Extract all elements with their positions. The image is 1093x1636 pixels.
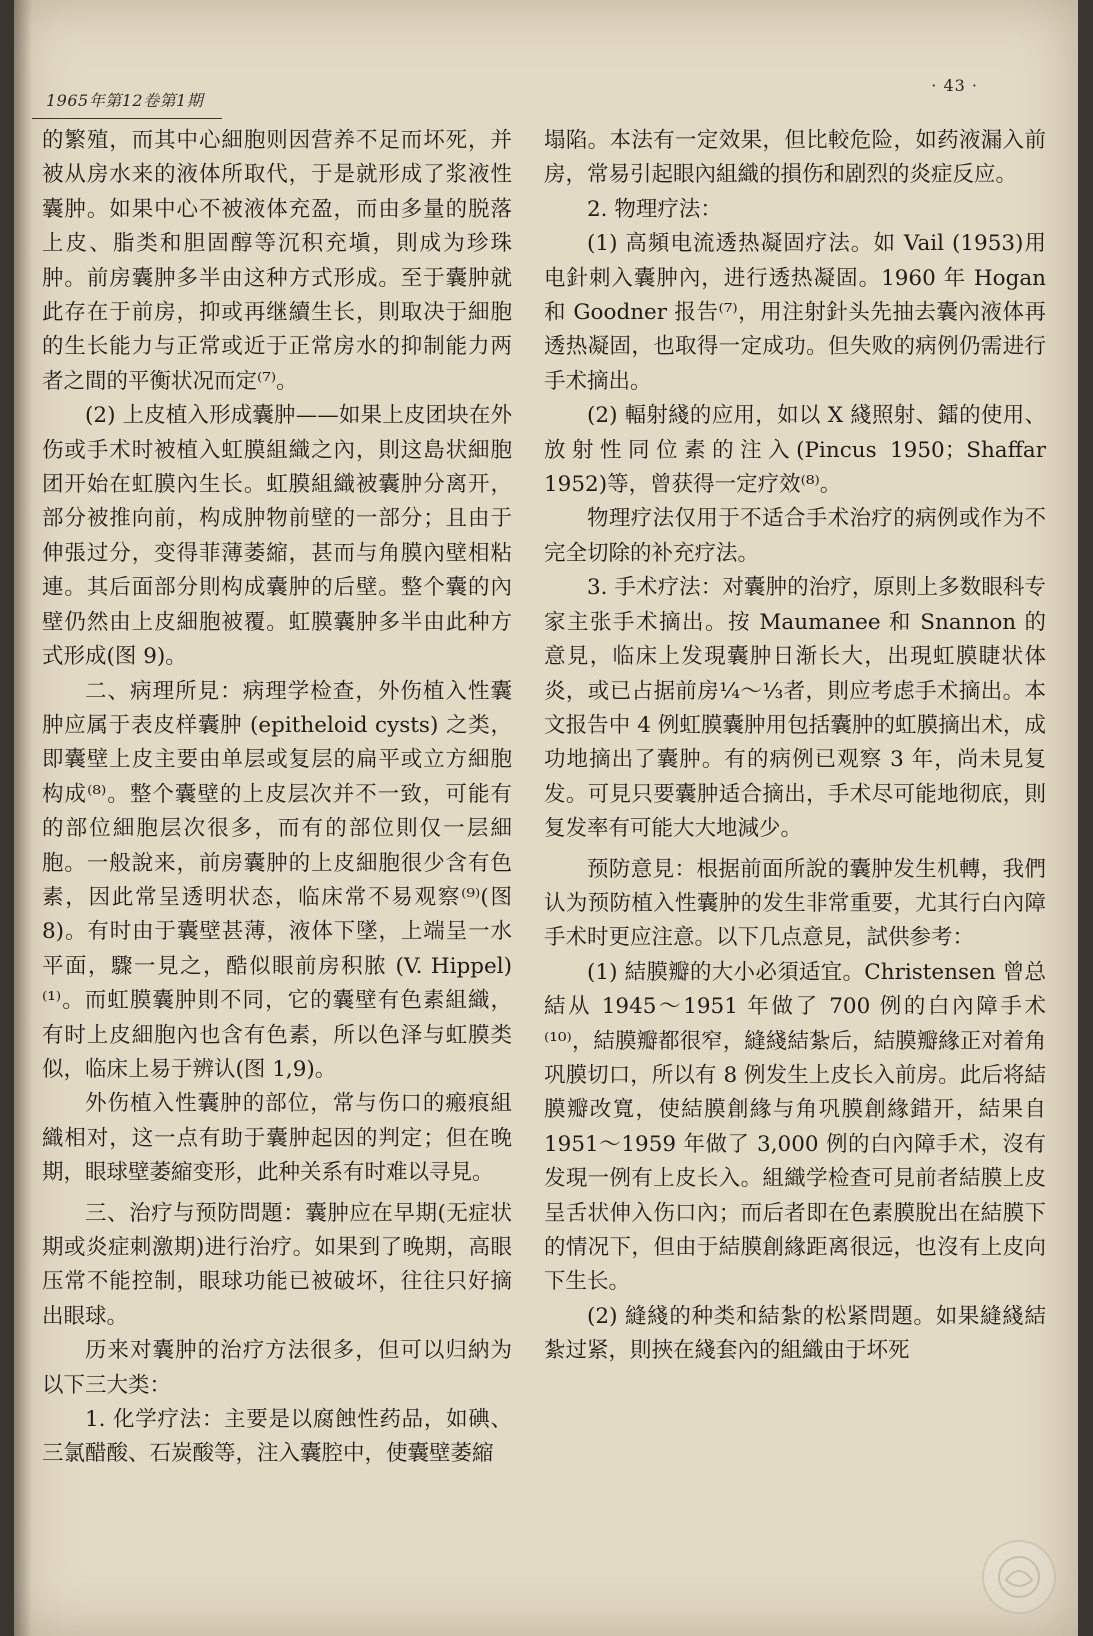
page-number: · 43 ·: [931, 76, 978, 95]
right-column: [544, 124, 1046, 1369]
library-stamp-icon: [982, 1540, 1056, 1614]
paragraph: (2) 縫綫的种类和結紮的松紧問題。如果縫綫結紮过紧，則挾在綫套內的組織由于坏死: [544, 1303, 1046, 1364]
left-column: [42, 124, 512, 1472]
paragraph: (1) 高頻电流透热凝固疗法。如 Vail (1953)用电針刺入囊肿內，进行透热凝固。1960 年 Hogan 和 Goodner 报告⁽⁷⁾，用注射針头先抽去囊內液体再透热凝固，也取得一定成功。但失败的病例仍需进行手术摘出。: [544, 231, 1046, 394]
paragraph: (2) 上皮植入形成囊肿——如果上皮团块在外伤或手术时被植入虹膜組織之內，則这島状細胞团开始在虹膜內生长。虹膜組織被囊肿分离开，部分被推向前，构成肿物前壁的一部分；且由于伸張过分，变得菲薄萎縮，甚而与角膜內壁相粘連。其后面部分則构成囊肿的后壁。整个囊的內壁仍然由上皮細胞被覆。虹膜囊肿多半由此种方式形成(图 9)。: [42, 403, 512, 670]
paragraph: 1. 化学疗法：主要是以腐蝕性药品，如碘、三氯醋酸、石炭酸等，注入囊腔中，使囊壁萎縮: [42, 1407, 512, 1467]
journal-page: [14, 0, 1078, 1636]
issue-label: 1965年第12卷第1期: [46, 91, 204, 110]
paragraph: (1) 結膜瓣的大小必須适宜。Christensen 曾总結从 1945～1951 年做了 700 例的白內障手术⁽¹⁰⁾，結膜瓣都很窄，縫綫結紮后，結膜瓣緣正对着角巩膜切口，所以有 8 例发生上皮长入前房。此后将結膜瓣改寬，使結膜創緣与角巩膜創緣錯开，結果自 1951～1959 年做了 3,000 例的白內障手术，沒有发現一例有上皮长入。組織学检查可見前者結膜上皮呈舌状伸入伤口內；而后者即在色素膜脫出在結膜下的情况下，但由于結膜創緣距离很远，也沒有上皮向下生长。: [544, 959, 1046, 1295]
paragraph: 物理疗法仅用于不适合手术治疗的病例或作为不完全切除的补充疗法。: [544, 506, 1046, 566]
paragraph: 3. 手术疗法：对囊肿的治疗，原則上多数眼科专家主张手术摘出。按 Maumanee 和 Snannon 的意見，临床上发現囊肿日渐长大，出現虹膜睫状体炎，或已占据前房¼～⅓者，則应考虑手术摘出。本文报告中 4 例虹膜囊肿用包括囊肿的虹膜摘出术，成功地摘出了囊肿。有的病例已观察 3 年，尚未見复发。可見只要囊肿适合摘出，手术尽可能地彻底，則复发率有可能大大地減少。: [544, 575, 1046, 842]
paragraph: 预防意見：根据前面所說的囊肿发生机轉，我們认为预防植入性囊肿的发生非常重要，尤其行白內障手术时更应注意。以下几点意見，試供参考：: [544, 856, 1046, 951]
paragraph: (2) 輻射綫的应用，如以 X 綫照射、鐳的使用、放射性同位素的注入(Pincus 1950；Shaffar 1952)等，曾获得一定疗效⁽⁸⁾。: [544, 403, 1046, 498]
paragraph: 外伤植入性囊肿的部位，常与伤口的瘢痕組織相对，这一点有助于囊肿起因的判定；但在晚期，眼球壁萎縮变形，此种关系有时难以寻見。: [42, 1091, 512, 1186]
page-header: [36, 76, 1018, 114]
paragraph: 三、治疗与预防問題：囊肿应在早期(无症状期或炎症刺激期)进行治疗。如果到了晚期，高眼压常不能控制，眼球功能已被破坏，往往只好摘出眼球。: [42, 1200, 512, 1329]
paragraph: 塌陷。本法有一定效果，但比較危险，如药液漏入前房，常易引起眼內組織的損伤和剧烈的炎症反应。: [544, 128, 1046, 188]
paragraph: 2. 物理疗法：: [587, 196, 722, 222]
header-rule: [32, 118, 222, 119]
paragraph: 历来对囊肿的治疗方法很多，但可以归納为以下三大类：: [42, 1338, 512, 1398]
paragraph: 的繁殖，而其中心細胞则因营养不足而坏死，并被从房水来的液体所取代，于是就形成了浆液性囊肿。如果中心不被液体充盈，而由多量的脱落上皮、脂类和胆固醇等沉积充塡，則成为珍珠肿。前房囊肿多半由这种方式形成。至于囊肿就此存在于前房，抑或再继續生长，則取决于細胞的生长能力与正常或近于正常房水的抑制能力两者之間的平衡状况而定⁽⁷⁾。: [42, 128, 512, 394]
paragraph: 二、病理所見：病理学检查，外伤植入性囊肿应属于表皮样囊肿 (epitheloid cysts) 之类，即囊壁上皮主要由单层或复层的扁平或立方細胞构成⁽⁸⁾。整个囊壁的上皮层次并不一致，可能有的部位細胞层次很多，而有的部位則仅一层細胞。一般說来，前房囊肿的上皮細胞很少含有色素，因此常呈透明状态，临床常不易观察⁽⁹⁾(图 8)。有时由于囊壁甚薄，液体下墜，上端呈一水平面，驟一見之，酷似眼前房积脓 (V. Hippel)⁽¹⁾。而虹膜囊肿則不同，它的囊壁有色素組織，有时上皮細胞內也含有色素，所以色泽与虹膜类似，临床上易于辨认(图 1,9)。: [42, 678, 512, 1082]
